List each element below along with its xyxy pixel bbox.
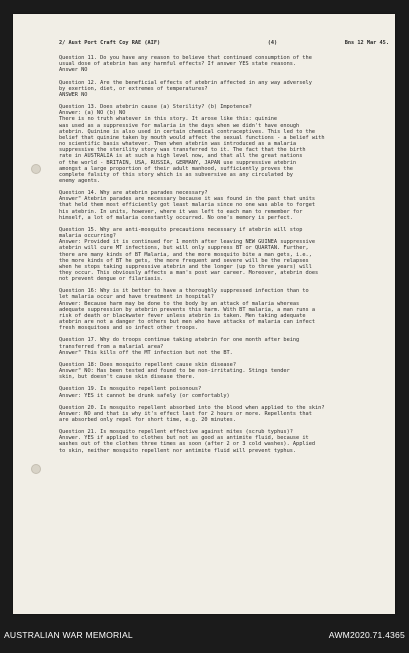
text-line: Question 15. Why are anti-mosquito precautions necessary if atebrin will stop (59, 226, 303, 233)
text-line: atebrin. Quinine is also used in certain chemical contraceptives. This led to the (59, 128, 316, 135)
punch-hole (31, 164, 41, 174)
text-line: Question 19. Is mosquito repellent poisonous? (59, 386, 202, 393)
text-line: are absorbed only repel for short time, e.g. 20 minutes. (59, 416, 237, 423)
text-line: no scientific basis whatever. Then when atebrin was introduced as a malaria (59, 141, 297, 148)
text-line: ANSWER NO (59, 91, 88, 98)
unit-name: 2/ Aust Port Craft Coy RAE (AIF) (59, 40, 161, 46)
text-line: not prevent dengue or filariasis. (59, 276, 164, 283)
question-list (59, 55, 389, 454)
question-block (59, 362, 389, 380)
question-block (59, 227, 389, 282)
text-line: Answer. YES if applied to clothes but not as good as antimite fluid, because it (59, 435, 309, 442)
question-block (59, 386, 389, 398)
text-line: let malaria occur and have treatment in hospital? (59, 294, 214, 301)
text-line: Question 18: Does mosquito repellent cause skin disease? (59, 361, 237, 368)
text-line: suppressive the sterility story was transferred to it. The fact that the birth (59, 147, 306, 154)
text-line: risk of death or blackwater fever unless atebrin is taken. Men taking adequate (59, 312, 306, 319)
text-line: belief that quinine taken by mouth would affect the sexual functions - a belief with (59, 134, 325, 141)
text-line: transferred from a malarial area? (59, 343, 164, 350)
text-line: Question 13. Does atebrin cause (a) Sterility? (b) Impotence? (59, 104, 252, 111)
text-line: Answer: Because harm may be done to the body by an attack of malaria whereas (59, 300, 300, 307)
text-line: Answer: NO and that is why it's effect last for 2 hours or more. Repellents that (59, 410, 312, 417)
question-block (59, 190, 389, 221)
accession-number: AWM2020.71.4365 (328, 630, 405, 640)
text-line: skin, but doesn't cause skin disease there. (59, 374, 195, 381)
question-block (59, 55, 389, 73)
text-line: enemy agents. (59, 177, 101, 184)
document-page (13, 14, 395, 614)
text-line: rate in AUSTRALIA is at such a high level now, and that all the great nations (59, 153, 303, 160)
question-block (59, 288, 389, 331)
question-block (59, 429, 389, 454)
text-line: amongst a large proportion of their adult manhood, sufficiently proves the (59, 165, 293, 172)
text-line: There is no truth whatever in this story. It arose like this: quinine (59, 116, 278, 123)
text-line: Answer NO (59, 67, 88, 74)
question-block (59, 80, 389, 98)
text-line: fresh mosquitoes and so infect other troops. (59, 325, 199, 332)
text-line: washes out of the clothes three times as soon (after 2 or 3 cold washes). Applied (59, 441, 316, 448)
text-line: Answer: Provided it is continued for 1 month after leaving NEW GUINEA suppressive (59, 239, 316, 246)
text-line: that held them most efficiently got least malaria since no one was able to forget (59, 202, 316, 209)
text-line: they occur. This obviously affects a man's post war career. Moreover, atebrin does (59, 270, 319, 276)
archive-footer (0, 617, 409, 653)
text-line: by exertion, diet, or extremes of temperatures? (59, 85, 208, 92)
document-body (59, 40, 389, 460)
text-line: of the world - BRITAIN, USA, RUSSIA, GERMANY, JAPAN use suppressive atebrin (59, 159, 297, 166)
text-line: adequate suppression by atebrin prevents this harm. With BT malaria, a man runs a (59, 306, 316, 313)
text-line: Question 21. Is mosquito repellent effective against mites (scrub typhus)? (59, 429, 293, 436)
text-line: Answer: (a) NO (b) NO (59, 110, 126, 117)
text-line: atebrin are not a danger to others but men who have attacks of malaria can infect (59, 319, 316, 326)
text-line: to skin, neither mosquito repellent nor antimite fluid will prevent typhus. (59, 447, 297, 454)
text-line: was used as a suppressive for malaria in the days when we didn't have enough (59, 122, 300, 129)
document-header (59, 40, 389, 46)
text-line: there are many kinds of BT Malaria, and the more mosquito bite a man gets, i.e., (59, 251, 312, 258)
text-line: Answer" NO: Has been tested and found to be non-irritating. Stings tender (59, 368, 290, 375)
text-line: Question 14. Why are atebrin parades necessary? (59, 190, 208, 197)
text-line: Answer" Atebrin parades are necessary because it was found in the past that units (59, 196, 316, 203)
institution-name: AUSTRALIAN WAR MEMORIAL (4, 630, 133, 640)
text-line: Answer: YES it cannot be drunk safely (or comfortably) (59, 392, 230, 399)
punch-hole (31, 464, 41, 474)
question-block (59, 104, 389, 184)
question-block (59, 337, 389, 355)
text-line: the more kinds of BT he gets, the more frequent and severe will be the relapses (59, 257, 309, 264)
text-line: Answer" This kills off the MT infection but not the BT. (59, 349, 233, 356)
question-block (59, 405, 389, 423)
text-line: usual dose of atebrin has any harmful effects? If answer YES state reasons. (59, 61, 297, 68)
text-line: his atebrin. In units, however, where it was left to each man to remember for (59, 208, 303, 215)
text-line: atebrin will cure MT infections, but will only suppress BT or QUARTAN. Further, (59, 245, 309, 252)
text-line: malaria occurring? (59, 233, 116, 240)
text-line: Question 16: Why is it better to have a thoroughly suppressed infection than to (59, 288, 309, 295)
text-line: Question 11. Do you have any reason to believe that continued consumption of the (59, 55, 312, 62)
document-date: Bns 12 Mar 45. (344, 40, 389, 46)
text-line: Question 20. Is mosquito repellent absorbed into the blood when applied to the skin? (59, 404, 325, 411)
page-number: (4) (267, 40, 278, 46)
text-line: Question 17. Why do troops continue taking atebrin for one month after being (59, 337, 300, 344)
text-line: himself, a lot of malaria constantly occurred. No one's memory is perfect. (59, 214, 293, 221)
text-line: Question 12. Are the beneficial effects of atebrin affected in any way adversely (59, 79, 312, 86)
text-line: when he stops taking suppressive atebrin and the longer (up to three years) will (59, 263, 312, 270)
text-line: complete falsity of this story which is as subversive as any circulated by (59, 171, 293, 178)
